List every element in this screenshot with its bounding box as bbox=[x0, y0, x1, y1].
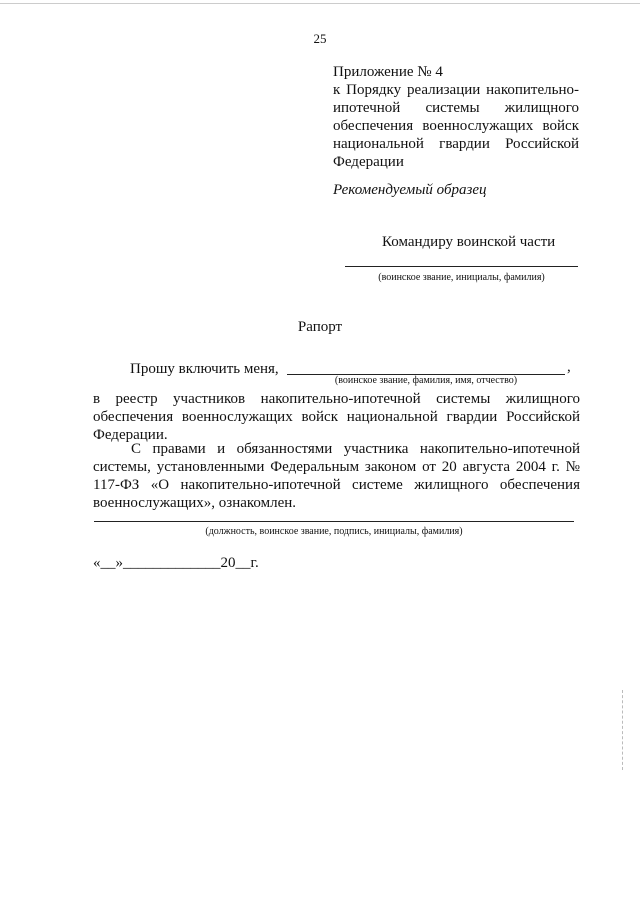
page-number: 25 bbox=[313, 31, 327, 46]
request-paragraph-1: в реестр участников накопительно-ипотечной системы жилищного обеспечения военнослужащих войск национальной гвардии Российской Федерации. bbox=[93, 391, 580, 443]
addressee-caption: (воинское звание, инициалы, фамилия) bbox=[378, 272, 545, 283]
request-lead: Прошу включить меня, bbox=[130, 361, 279, 377]
request-paragraph-2: С правами и обязанностями участника накопительно-ипотечной системы, установленными Федеральным законом от 20 августа 2004 г. № 117-ФЗ «О накопительно-ипотечной системе жилищного обеспечения военнослужащих», ознакомлен. bbox=[93, 441, 580, 511]
signature-fill-line bbox=[94, 521, 574, 522]
sample-label: Рекомендуемый образец bbox=[333, 182, 487, 198]
request-comma: , bbox=[567, 359, 571, 375]
appendix-heading: Приложение № 4 bbox=[333, 64, 443, 80]
appendix-block bbox=[333, 63, 579, 171]
scan-edge-mark bbox=[620, 690, 623, 770]
date-line: «__»_____________20__г. bbox=[93, 555, 259, 571]
addressee: Командиру воинской части bbox=[382, 234, 556, 250]
appendix-text: к Порядку реализации накопительно-ипотечной системы жилищного обеспечения военнослужащих войск национальной гвардии Российской Федерации bbox=[333, 82, 579, 170]
top-border bbox=[0, 0, 640, 4]
name-caption: (воинское звание, фамилия, имя, отчество) bbox=[334, 375, 518, 386]
document-title: Рапорт bbox=[297, 319, 343, 335]
signature-caption: (должность, воинское звание, подпись, инициалы, фамилия) bbox=[205, 526, 463, 537]
addressee-fill-line bbox=[345, 266, 578, 267]
